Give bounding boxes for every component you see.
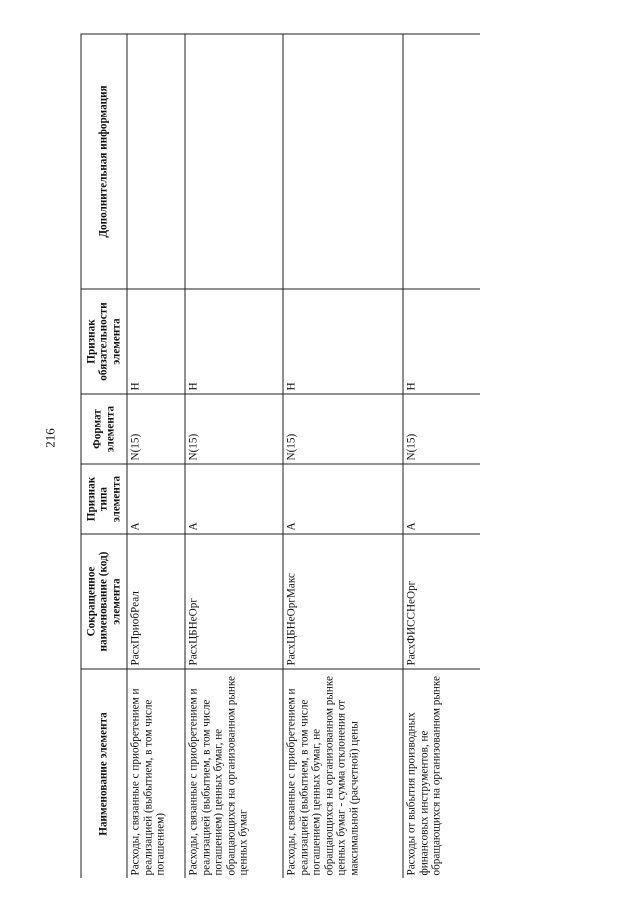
cell-additional-info [185,34,283,289]
cell-additional-info [127,34,185,289]
cell-element-name: Расходы, связанные с приобретением и реализацией (выбытием, в том числе погашением) ценных бумаг, не обращающихся на организованном рынке ценных бумаг [185,669,283,879]
header-element-code: Сокращенное наименование (код) элемента [81,534,127,669]
cell-element-name: Расходы, связанные с приобретением и реализацией (выбытием, в том числе погашением) ценных бумаг, не обращающихся на организованном рынке ценных бумаг - сумма отклонения от максимальной (расчетной) цены [283,669,403,879]
element-spec-table [80,33,480,878]
header-element-required: Признак обязательности элемента [81,289,127,394]
header-element-format: Формат элемента [81,394,127,464]
cell-element-code: РасхЦБНеОрг [185,534,283,669]
table-row [403,34,481,879]
cell-element-required: Н [185,289,283,394]
cell-additional-info [403,34,481,289]
cell-element-code: РасхЦБНеОргМакс [283,534,403,669]
cell-element-name: Расходы от выбытия производных финансовых инструментов, не обращающихся на организованном рынке [403,669,481,879]
cell-element-type: А [283,464,403,534]
cell-element-format: N(15) [185,394,283,464]
cell-element-name: Расходы, связанные с приобретением и реализацией (выбытием, в том числе погашением) [127,669,185,879]
cell-element-type: А [127,464,185,534]
table-row [185,34,283,879]
cell-element-format: N(15) [403,394,481,464]
table-header-row [81,34,127,879]
header-additional-info: Дополнительная информация [81,34,127,289]
cell-element-type: А [403,464,481,534]
page-number-text: 216 [42,428,58,448]
cell-additional-info [283,34,403,289]
cell-element-required: Н [283,289,403,394]
cell-element-type: А [185,464,283,534]
cell-element-format: N(15) [127,394,185,464]
table-row [283,34,403,879]
cell-element-required: Н [127,289,185,394]
rotated-table-container [80,33,480,878]
cell-element-code: РасхПриобРеал [127,534,185,669]
page-number [40,425,60,451]
table-row [127,34,185,879]
cell-element-format: N(15) [283,394,403,464]
header-element-name: Наименование элемента [81,669,127,879]
header-element-type: Признак типа элемента [81,464,127,534]
cell-element-required: Н [403,289,481,394]
cell-element-code: РасхФИССНеОрг [403,534,481,669]
